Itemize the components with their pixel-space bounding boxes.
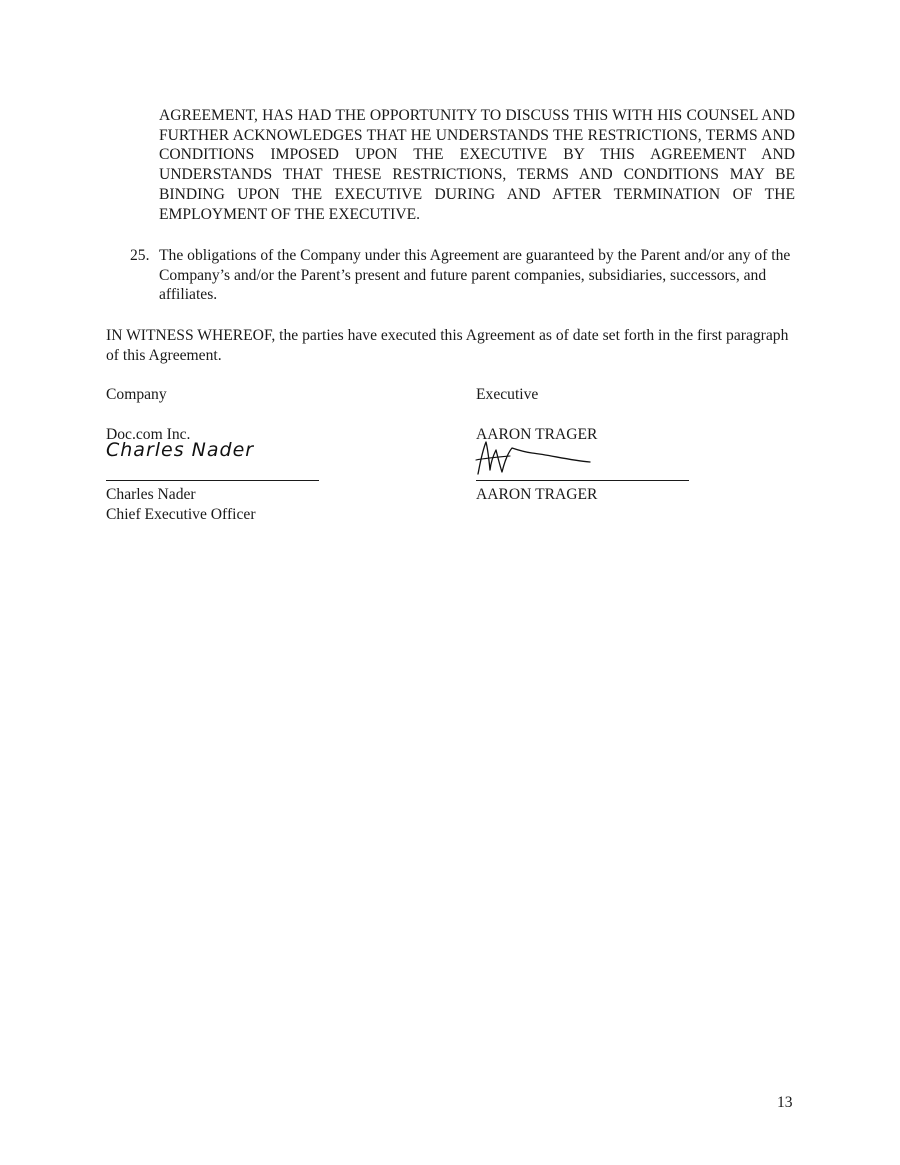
company-heading: Company (106, 386, 167, 403)
continuation-paragraph: AGREEMENT, HAS HAD THE OPPORTUNITY TO DISCUSS THIS WITH HIS COUNSEL AND FURTHER ACKNOWLEDGES THAT HE UNDERSTANDS THE RESTRICTIONS, TERMS AND CONDITIONS IMPOSED UPON THE EXECUTIVE BY THIS AGREEMENT AND UNDERSTANDS THAT THESE RESTRICTIONS, TERMS AND CONDITIONS MAY BE BINDING UPON THE EXECUTIVE DURING AND AFTER TERMINATION OF THE EMPLOYMENT OF THE EXECUTIVE. (159, 107, 795, 223)
executive-heading: Executive (476, 386, 539, 403)
company-entity: Doc.com Inc. (106, 426, 191, 443)
company-signature-line (106, 480, 319, 481)
company-signature: Charles Nader (106, 439, 255, 461)
executive-handwritten-signature (472, 436, 602, 478)
executive-entity: AARON TRAGER (476, 426, 598, 443)
executive-signature-line (476, 480, 689, 481)
executive-signer-name: AARON TRAGER (476, 486, 598, 503)
section-25-text: The obligations of the Company under this Agreement are guaranteed by the Parent and/or any of the Company’s and/or the Parent’s present and future parent companies, subsidiaries, successors, and affiliates. (159, 247, 791, 304)
company-signer-title: Chief Executive Officer (106, 506, 256, 523)
section-25-number: 25. (130, 247, 150, 264)
company-signer-name: Charles Nader (106, 486, 196, 503)
witness-clause: IN WITNESS WHEREOF, the parties have executed this Agreement as of date set forth in the first paragraph of this Agreement. (106, 327, 789, 364)
page-number: 13 (777, 1094, 793, 1111)
